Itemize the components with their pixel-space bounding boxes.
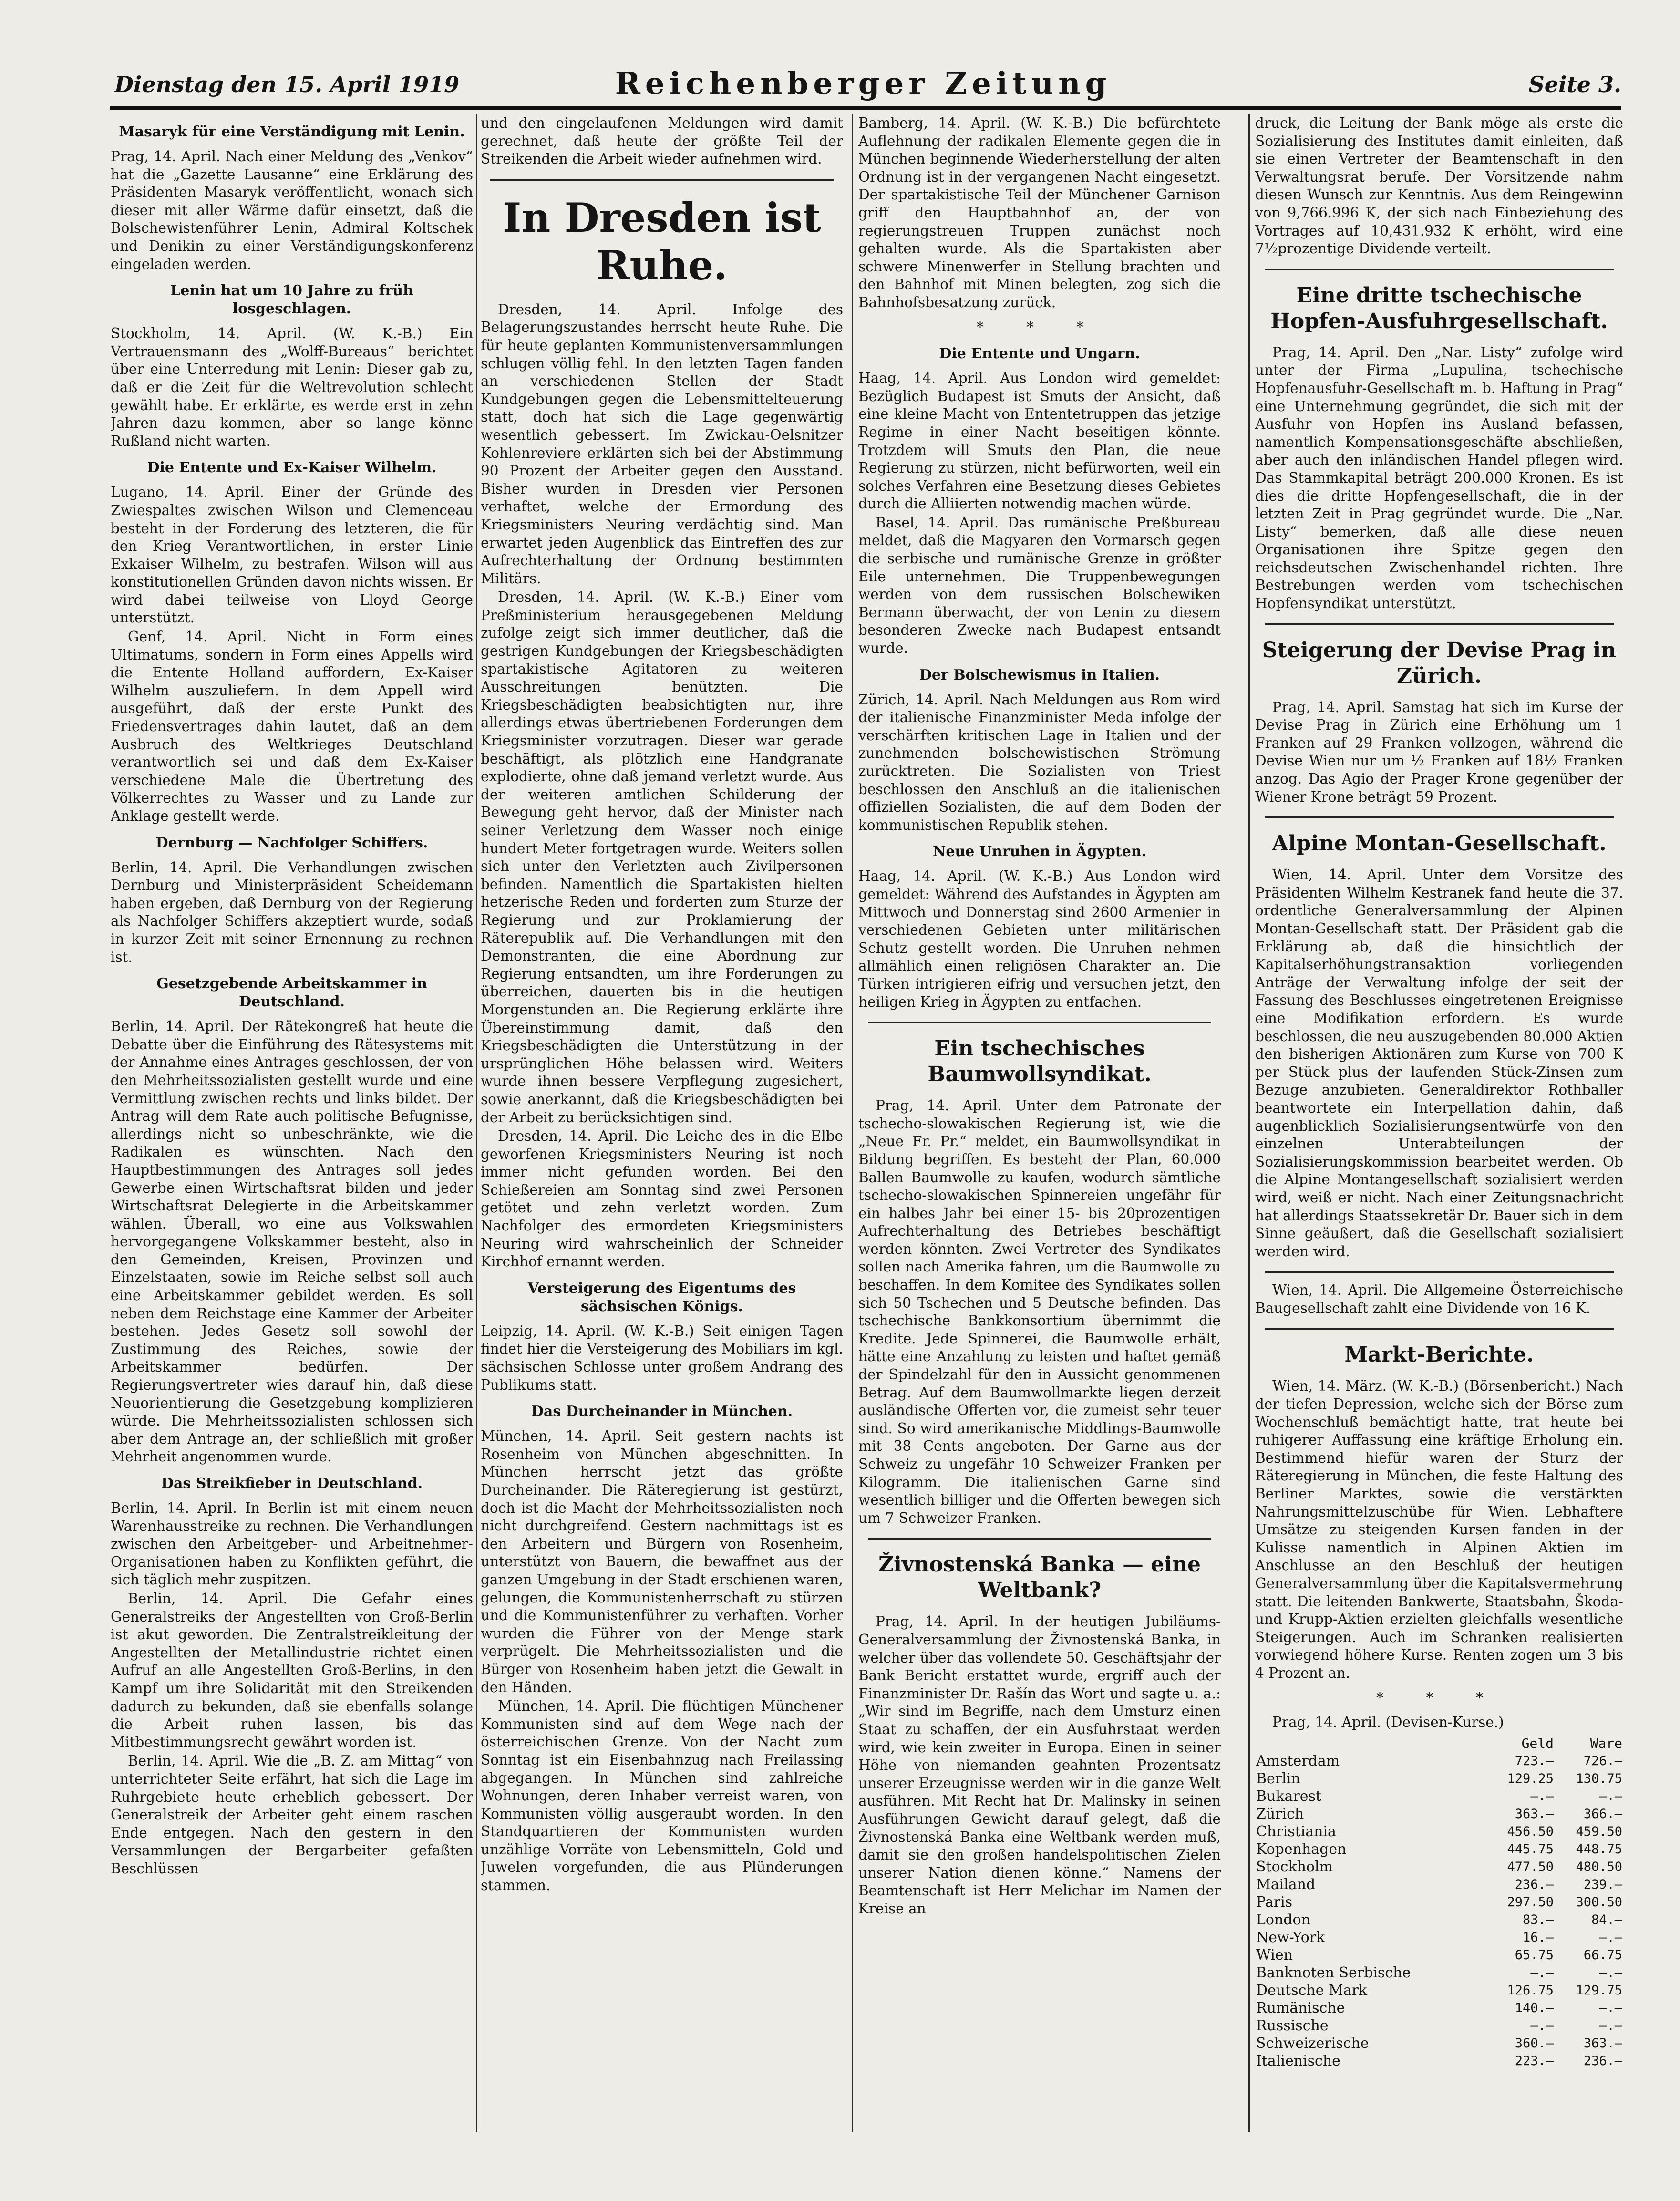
article-paragraph: Stockholm, 14. April. (W. K.-B.) Ein Vertrauensmann des „Wolff-Bureaus“ berichtet über eine Unterredung mit Lenin: Dieser gab zu, daß er die Zeit für die Weltrevolution schlecht gewählt habe. Er erklärte, es werde erst in zehn Jahren dazu kommen, aber so lange könne Rußland nicht warten. <box>111 325 473 449</box>
main-headline: In Dresden ist Ruhe. <box>503 194 821 289</box>
rate-place: Deutsche Mark <box>1256 1982 1368 1999</box>
article-heading: Neue Unruhen in Ägypten. <box>932 843 1147 860</box>
article-paragraph: Berlin, 14. April. Der Rätekongreß hat heute die Debatte über die Einführung des Rätesystems mit der Annahme eines Antrages geschlossen, der von den Mehrheitssozialisten gestellt wurde und eine Vermittlung zwischen rechts und links bildet. Der Antrag will dem Rate auch politische Befugnisse, allerdings nicht so unbeschränkte, wie die Radikalen es wünschten. Nach den Hauptbestimmungen des Antrages soll jedes Gewerbe einen Wirtschaftsrat bilden und jeder Wirtschaftsrat Delegierte in die Arbeitskammer wählen. Überall, wo eine aus Volkswahlen hervorgegangene Volkskammer besteht, also in den Gemeinden, Kreisen, Provinzen und Einzelstaaten, sowie im Reiche selbst soll auch eine Arbeitskammer gebildet werden. Es soll neben dem Reichstage eine Kammer der Arbeiter bestehen. Jedes Gesetz soll sowohl der Zustimmung des Reiches, sowie der Arbeitskammer bedürfen. Der Regierungsvertreter wies darauf hin, daß diese Neuorientierung die Gesetzgebung komplizieren würde. Die Mehrheitssozialisten schlossen sich aber dem Antrage an, der schließlich mit großer Mehrheit angenommen wurde. <box>111 1018 473 1465</box>
article-heading: Masaryk für eine Verständigung mit Lenin. <box>119 124 465 140</box>
article-paragraph: Leipzig, 14. April. (W. K.-B.) Seit einigen Tagen findet hier die Versteigerung des Mobiliars im kgl. sächsischen Schlosse unter großem Andrang des Publikums statt. <box>481 1323 843 1393</box>
rate-ware: —.— <box>1599 2018 1622 2033</box>
section-rule <box>490 179 834 181</box>
rate-ware: —.— <box>1599 2000 1622 2015</box>
rate-place: Wien <box>1256 1946 1293 1963</box>
column-divider <box>852 114 853 2132</box>
column-1 <box>111 114 473 2132</box>
rate-geld: 129.25 <box>1507 1771 1554 1786</box>
table-row <box>1255 1840 1623 1858</box>
section-headline: Eine dritte tschechische Hopfen-Ausfuhrgesellschaft. <box>1270 283 1608 333</box>
page-header <box>105 62 1621 105</box>
rate-ware: 130.75 <box>1576 1771 1622 1786</box>
article-paragraph: Berlin, 14. April. Die Gefahr eines Generalstreiks der Angestellten von Groß-Berlin ist akut geworden. Die Zentralstreikleitung der Angestellten der Metallindustrie richtet einen Aufruf an alle Angestellten Groß-Berlins, in den Kampf um ihre Solidarität mit den Streikenden dadurch zu bekunden, daß sie ebenfalls solange die Arbeit ruhen lassen, bis das Mitbestimmungsrecht gewährt worden ist. <box>111 1590 473 1750</box>
article-paragraph: Basel, 14. April. Das rumänische Preßbureau meldet, daß die Magyaren den Vormarsch gegen die serbische und rumänische Grenze in größter Eile unternehmen. Die Truppenbewegungen werden von dem russischen Bolschewiken Bermann überwacht, der von Lenin zu diesem besonderen Zwecke nach Budapest entsandt wurde. <box>858 514 1221 657</box>
table-header-row <box>1255 1735 1623 1752</box>
rate-place: Russische <box>1256 2017 1329 2034</box>
table-row <box>1255 1805 1623 1823</box>
rate-geld: 456.50 <box>1507 1824 1554 1839</box>
article-paragraph: Prag, 14. April. Samstag hat sich im Kurse der Devise Prag in Zürich eine Erhöhung um 1 Franken auf 29 Franken vollzogen, während die Devise Wien nur um ½ Franken auf 18½ Franken anzog. Das Agio der Prager Krone gegenüber der Wiener Krone beträgt 59 Prozent. <box>1255 699 1623 805</box>
article-paragraph: Dresden, 14. April. Infolge des Belagerungszustandes herrscht heute Ruhe. Die für heute geplanten Kommunistenversammlungen schlugen völlig fehl. In den letzten Tagen fanden an verschiedenen Stellen der Stadt Kundgebungen gegen die Lebensmittelteuerung statt, doch hat sich die Lage gegenwärtig wesentlich gebessert. Im Zwickau-Oelsnitzer Kohlenreviere erklärten sich bei der Abstimmung 90 Prozent der Arbeiter gegen den Ausstand. Bisher wurden in Dresden vier Personen verhaftet, welche der Ermordung des Kriegsministers Neuring verdächtig sind. Man erwartet jeden Augenblick das Eintreffen des zur Aufrechterhaltung der Ordnung bestimmten Militärs. <box>481 301 843 587</box>
table-row <box>1255 2052 1623 2070</box>
table-row <box>1255 1999 1623 2017</box>
article-paragraph: Wien, 14. April. Die Allgemeine Österreichische Baugesellschaft zahlt eine Dividende von 16 K. <box>1255 1282 1623 1316</box>
article-heading: Lenin hat um 10 Jahre zu früh losgeschlagen. <box>170 282 413 318</box>
page-number: Seite 3. <box>1528 72 1621 97</box>
rate-ware: 726.— <box>1583 1753 1622 1768</box>
article-paragraph: Prag, 14. April. Nach einer Meldung des „Venkov“ hat die „Gazette Lausanne“ eine Erklärung des Präsidenten Masaryk veröffentlicht, wonach sich dieser mit aller Wärme dafür einsetzt, daß die Bolschewistenführer Lenin, Admiral Koltschek und Denikin zu einer Verständigungskonferenz eingeladen werden. <box>111 148 473 272</box>
rate-ware: 459.50 <box>1576 1824 1622 1839</box>
rate-place: Amsterdam <box>1256 1752 1340 1769</box>
rate-geld: 223.— <box>1515 2053 1554 2068</box>
rate-ware: 239.— <box>1583 1877 1622 1892</box>
rate-ware: —.— <box>1599 1965 1622 1980</box>
rate-geld: —.— <box>1530 2018 1554 2033</box>
rate-ware: 129.75 <box>1576 1983 1622 1998</box>
table-row <box>1255 2035 1623 2052</box>
rate-place: Kopenhagen <box>1256 1840 1347 1858</box>
rate-place: Berlin <box>1256 1770 1300 1787</box>
column-3 <box>858 114 1221 2132</box>
article-heading: Das Streikfieber in Deutschland. <box>161 1475 423 1492</box>
rate-place: Christiania <box>1256 1823 1336 1840</box>
article-paragraph: Berlin, 14. April. In Berlin ist mit einem neuen Warenhausstreike zu rechnen. Die Verhandlungen zwischen den Arbeitgeber- und Arbeitnehmer-Organisationen haben zu Konflikten geführt, die sich täglich mehr zuspitzen. <box>111 1500 473 1588</box>
article-paragraph: München, 14. April. Die flüchtigen Münchener Kommunisten sind auf dem Wege nach der österreichischen Grenze. Von der Nacht zum Sonntag ist ein Eisenbahnzug nach Freilassing abgegangen. In München sind zahlreiche Wohnungen, deren Inhaber verreist waren, von Kommunisten völlig ausgeraubt worden. In den Standquartieren der Kommunisten wurden unzählige Vorräte von Lebensmitteln, Gold und Juwelen vorgefunden, die aus Plünderungen stammen. <box>481 1698 843 1894</box>
rate-ware: —.— <box>1599 1788 1622 1804</box>
article-paragraph: Prag, 14. April. In der heutigen Jubiläums-Generalversammlung der Živnostenská Banka, in welcher über das vollendete 50. Geschäftsjahr der Bank Bericht erstattet wurde, ergriff auch der Finanzminister Dr. Rašín das Wort und sagte u. a.: „Wir sind im Begriffe, nach dem Umsturz einen Staat zu schaffen, der ein Ausfuhrstaat werden wird, wie kein zweiter in Europa. Einen in seiner Höhe von niemanden geahnten Prozentsatz unserer Erzeugnisse werden wir in die ganze Welt ausführen. Mit Recht hat Dr. Malinsky in seinen Ausführungen Gewicht darauf gelegt, daß die Živnostenská Banka eine Weltbank werden muß, damit sie den großen handelspolitischen Zielen unserer Nation dienen könne.“ Namens der Beamtenschaft ist Herr Melichar im Namen der Kreise an <box>858 1613 1221 1917</box>
column-divider <box>476 114 477 2132</box>
article-paragraph: und den eingelaufenen Meldungen wird damit gerechnet, daß heute der größte Teil der Streikenden die Arbeit wieder aufnehmen wird. <box>481 115 843 167</box>
article-paragraph: Berlin, 14. April. Wie die „B. Z. am Mittag“ von unterrichteter Seite erfährt, hat sich die Lage im Ruhrgebiete heute erheblich gebessert. Der Generalstreik der Arbeiter geht einem raschen Ende entgegen. Nach den gestern in den Versammlungen der Bergarbeiter gefaßten Beschlüssen <box>111 1753 473 1877</box>
section-rule <box>1265 1271 1614 1273</box>
table-row <box>1255 1770 1623 1788</box>
article-paragraph: Wien, 14. März. (W. K.-B.) (Börsenbericht.) Nach der tiefen Depression, welche sich der Börse zum Wochenschluß bemächtigt hatte, trat heute bei ruhigerer Auffassung eine kräftige Erholung ein. Bestimmend hiefür waren der Sturz der Räteregierung in München, die feste Haltung des Berliner Marktes, sowie die verstärkten Nahrungsmittelzuschübe für Wien. Lebhaftere Umsätze zu steigenden Kursen fanden in der Kulisse namentlich in Alpinen Aktien im Anschlusse an den Beschluß der heutigen Generalversammlung über die Kapitalsvermehrung statt. Die leitenden Bankwerte, Staatsbahn, Škoda- und Krupp-Aktien erzielten gleichfalls wesentliche Steigerungen. Auch im Schranken realisierten vorwiegend höhere Kurse. Renten zogen um 3 bis 4 Prozent an. <box>1255 1378 1623 1681</box>
rate-geld: 363.— <box>1515 1806 1554 1821</box>
rate-geld: 445.75 <box>1507 1841 1554 1857</box>
exchange-rates-table <box>1255 1735 1623 2070</box>
rate-place: Banknoten Serbische <box>1256 1964 1411 1981</box>
article-paragraph: Wien, 14. April. Unter dem Vorsitze des Präsidenten Wilhelm Kestranek fand heute die 37. ordentliche Generalversammlung der Alpinen Montan-Gesellschaft statt. Der Präsident gab die Erklärung ab, daß die hinsichtlich der Kapitalserhöhungstransaktion vorliegenden Anträge der Verwaltung infolge der seit der Fassung des Beschlusses eingetretenen Ereignisse eine Modifikation erfordern. Es wurde beschlossen, die neu auszugebenden 80.000 Aktien den bisherigen Aktionären zum Kurse von 700 K per Stück plus der laufenden Stück-Zinsen zum Bezuge anzubieten. Generaldirektor Rothballer beantwortete ein Interpellation dahin, daß augenblicklich Sozialisierungsentwürfe von den einzelnen Unterabteilungen der Sozialisierungskommission bearbeitet werden. Ob die Alpine Montangesellschaft sozialisiert werden wird, weiß er nicht. Nach einer Zeitungsnachricht hat allerdings Staatssekretär Dr. Bauer sich in dem Sinne geäußert, daß die Gesellschaft sozialisiert werden wird. <box>1255 867 1623 1260</box>
section-headline: Steigerung der Devise Prag in Zürich. <box>1262 638 1617 688</box>
rate-ware: 236.— <box>1583 2053 1622 2068</box>
rate-geld: —.— <box>1530 1965 1554 1980</box>
rate-geld: 297.50 <box>1507 1894 1554 1910</box>
article-paragraph: Genf, 14. April. Nicht in Form eines Ultimatums, sondern in Form eines Appells wird die Entente Holland auffordern, Ex-Kaiser Wilhelm auszuliefern. In dem Appell wird ausgeführt, daß der erste Punkt des Friedensvertrages dahin lautet, daß an dem Ausbruch des Weltkrieges Deutschland verantwortlich sei und daß dem Ex-Kaiser verschiedene Male die Übertretung des Völkerrechtes zu Wasser und zu Lande zur Anklage gestellt werde. <box>111 629 473 824</box>
rate-place: Italienische <box>1256 2052 1340 2069</box>
article-paragraph: Zürich, 14. April. Nach Meldungen aus Rom wird der italienische Finanzminister Meda infolge der verschärften kritischen Lage in Italien und der zunehmenden bolschewistischen Strömung zurücktreten. Die Sozialisten von Triest beschlossen den Anschluß an die italienischen offiziellen Sozialisten, die auf dem Boden der kommunistischen Republik stehen. <box>858 691 1221 833</box>
section-rule <box>1265 1328 1614 1330</box>
column-2 <box>481 114 843 2132</box>
article-heading: Die Entente und Ungarn. <box>939 345 1140 362</box>
article-paragraph: Prag, 14. April. Den „Nar. Listy“ zufolge wird unter der Firma „Lupulina, tschechische Hopfenausfuhr-Gesellschaft m. b. Haftung in Prag“ eine Unternehmung gegründet, die sich mit der Ausfuhr von Hopfen ins Ausland befassen, namentlich Kompensationsgeschäfte abschließen, aber auch den inländischen Handel pflegen wird. Das Stammkapital beträgt 200.000 Kronen. Es ist dies die dritte Hopfengesellschaft, die in der letzten Zeit in Prag gegründet wurde. Die „Nar. Listy“ bemerken, daß alle diese neuen Organisationen ihre Spitze gegen den reichsdeutschen Zwischenhandel richten. Ihre Bestrebungen werden vom tschechischen Hopfensyndikat unterstützt. <box>1255 344 1623 612</box>
rate-geld: 236.— <box>1515 1877 1554 1892</box>
rate-geld: 65.75 <box>1515 1947 1554 1963</box>
rate-ware: 300.50 <box>1576 1894 1622 1910</box>
rate-geld: 83.— <box>1522 1912 1554 1927</box>
table-row <box>1255 1911 1623 1929</box>
article-heading: Versteigerung des Eigentums des sächsischen Königs. <box>527 1280 796 1315</box>
column-4 <box>1255 114 1623 2132</box>
article-paragraph: druck, die Leitung der Bank möge als erste die Sozialisierung des Institutes damit einleiten, daß sie einen Vertreter der Beamtenschaft in den Verwaltungsrat berufe. Der Vorsitzende nahm diesen Wunsch zur Kenntnis. Aus dem Reingewinn von 9,766.996 K, der sich nach Einbeziehung des Vortrages auf 10,431.932 K erhöht, wird eine 7½prozentige Dividende verteilt. <box>1255 115 1623 257</box>
rate-ware: 448.75 <box>1576 1841 1622 1857</box>
rate-geld: 477.50 <box>1507 1859 1554 1874</box>
header-date: Dienstag den 15. April 1919 <box>114 72 460 97</box>
section-stars: * * * <box>976 319 1103 336</box>
rate-ware: 480.50 <box>1576 1859 1622 1874</box>
rate-geld: 140.— <box>1515 2000 1554 2015</box>
section-rule <box>868 1538 1211 1540</box>
table-row <box>1255 1788 1623 1805</box>
rate-place: Rumänische <box>1256 1999 1345 2016</box>
table-row <box>1255 1964 1623 1982</box>
rate-place: Bukarest <box>1256 1788 1321 1805</box>
article-heading: Gesetzgebende Arbeitskammer in Deutschland. <box>156 975 427 1011</box>
article-paragraph: Haag, 14. April. (W. K.-B.) Aus London wird gemeldet: Während des Aufstandes in Ägypten am Mittwoch und Donnerstag sind 2600 Armenier in verschiedenen Gebieten unter militärischen Schutz gestellt worden. Die Unruhen nehmen allmählich einen religiösen Charakter an. Die Türken intrigieren eifrig und versuchen jetzt, den heiligen Krieg in Ägypten zu entfachen. <box>858 868 1221 1010</box>
table-row <box>1255 1929 1623 1946</box>
article-heading: Das Durcheinander in München. <box>531 1403 793 1420</box>
rate-geld: —.— <box>1530 1788 1554 1804</box>
rate-geld: 16.— <box>1522 1930 1554 1945</box>
rate-place: London <box>1256 1911 1310 1928</box>
article-paragraph: Berlin, 14. April. Die Verhandlungen zwischen Dernburg und Ministerpräsident Scheidemann haben ergeben, daß Dernburg von der Regierung als Nachfolger Schiffers akzeptiert wurde, sodaß in kurzer Zeit mit seiner Ernennung zu rechnen ist. <box>111 859 473 965</box>
section-stars: * * * <box>1376 1689 1503 1706</box>
rate-ware: —.— <box>1599 1930 1622 1945</box>
masthead-title: Reichenberger Zeitung <box>615 66 1112 102</box>
rate-ware: 366.— <box>1583 1806 1622 1821</box>
table-row <box>1255 1982 1623 1999</box>
header-rule <box>110 106 1621 110</box>
article-paragraph: Dresden, 14. April. Die Leiche des in die Elbe geworfenen Kriegsministers Neuring ist noch immer nicht gefunden worden. Bei den Schießereien am Sonntag sind zwei Personen getötet und zehn verletzt worden. Zum Nachfolger des ermordeten Kriegsministers Neuring wird wahrscheinlich der Schneider Kirchhof ernannt werden. <box>481 1128 843 1270</box>
rate-ware: 66.75 <box>1583 1947 1622 1963</box>
rate-geld: 360.— <box>1515 2036 1554 2051</box>
table-row <box>1255 1858 1623 1876</box>
table-row <box>1255 2017 1623 2035</box>
section-headline: Markt-Berichte. <box>1344 1343 1534 1367</box>
rate-place: Zürich <box>1256 1805 1304 1822</box>
article-paragraph: Prag, 14. April. Unter dem Patronate der tschecho-slowakischen Regierung ist, wie die „Neue Fr. Pr.“ meldet, ein Baumwollsyndikat in Bildung begriffen. Es besteht der Plan, 60.000 Ballen Baumwolle zu kaufen, wodurch sämtliche tschecho-slowakischen Spinnereien ungefähr für ein halbes Jahr bei einer 15- bis 20prozentigen Aufrechterhaltung des Betriebes beschäftigt werden könnten. Zwei Vertreter des Syndikates sollen nach Amerika fahren, um die Baumwolle zu beschaffen. In dem Komitee des Syndikates sollen sich 50 Tschechen und 5 Deutsche befinden. Das tschechische Bankkonsortium übernimmt die Kredite. Jede Spinnerei, die Baumwolle erhält, hätte eine Anzahlung zu leisten und haftet gemäß der Spindelzahl für den in Aussicht genommenen Betrag. Auf dem Baumwollmarkte liegen derzeit ausländische Offerten vor, die zumeist sehr teuer sind. So wird amerikanische Middlings-Baumwolle mit 38 Cents angeboten. Der Garne aus der Schweiz zu ungefähr 10 Schweizer Franken per Kilogramm. Die italienischen Garne sind wesentlich billiger und die Offerten bewegen sich um 7 Schweizer Franken. <box>858 1097 1221 1526</box>
article-heading: Dernburg — Nachfolger Schiffers. <box>155 834 428 851</box>
section-rule <box>1265 816 1614 818</box>
section-headline: Živnostenská Banka — eine Weltbank? <box>878 1552 1201 1603</box>
rate-place: New-York <box>1256 1929 1325 1946</box>
rate-ware: 84.— <box>1591 1912 1622 1927</box>
table-header-cell: Ware <box>1590 1735 1622 1751</box>
rate-place: Mailand <box>1256 1876 1316 1893</box>
rate-place: Paris <box>1256 1893 1293 1911</box>
table-row <box>1255 1876 1623 1893</box>
article-paragraph: Bamberg, 14. April. (W. K.-B.) Die befürchtete Auflehnung der radikalen Elemente gegen die in München beginnende Wiederherstellung der alten Ordnung ist in der vergangenen Nacht eingesetzt. Der spartakistische Teil der Münchener Garnison griff den Hauptbahnhof an, der von regierungstreuen Truppen zunächst noch gehalten wurde. Als die Spartakisten aber schwere Minenwerfer in Stellung brachten und den Bahnhof mit Minen belegten, zog sich die Bahnhofsbesatzung zurück. <box>858 115 1221 310</box>
article-heading: Der Bolschewismus in Italien. <box>919 666 1160 683</box>
rate-geld: 723.— <box>1515 1753 1554 1768</box>
article-paragraph: Lugano, 14. April. Einer der Gründe des Zwiespaltes zwischen Wilson und Clemenceau besteht in der Forderung des letzteren, die für den Krieg Verantwortlichen, in erster Linie Exkaiser Wilhelm, zu bestrafen. Wilson will aus konstitutionellen Gründen davon nichts wissen. Er wird dabei teilweise von Lloyd George unterstützt. <box>111 484 473 626</box>
section-rule <box>1265 269 1614 270</box>
table-row <box>1255 1752 1623 1770</box>
section-rule <box>868 1022 1211 1023</box>
table-row <box>1255 1823 1623 1840</box>
article-heading: Die Entente und Ex-Kaiser Wilhelm. <box>147 459 437 476</box>
table-row <box>1255 1893 1623 1911</box>
section-rule <box>1265 623 1614 625</box>
article-paragraph: Prag, 14. April. (Devisen-Kurse.) <box>1272 1714 1504 1731</box>
section-headline: Alpine Montan-Gesellschaft. <box>1272 831 1607 856</box>
rate-ware: 363.— <box>1583 2036 1622 2051</box>
article-paragraph: Haag, 14. April. Aus London wird gemeldet: Bezüglich Budapest ist Smuts der Ansicht, daß eine kleine Macht von Ententetruppen das jetzige Regime in einer Nacht beseitigen könnte. Trotzdem will Smuts den Plan, die neue Regierung zu stürzen, nicht befürworten, weil ein solches Verfahren eine Besetzung dieses Gebietes durch die Alliierten notwendig machen würde. <box>858 370 1221 512</box>
table-header-cell <box>1255 1735 1486 1752</box>
table-row <box>1255 1946 1623 1964</box>
rate-place: Stockholm <box>1256 1858 1333 1875</box>
section-headline: Ein tschechisches Baumwollsyndikat. <box>928 1036 1152 1087</box>
table-header-cell: Geld <box>1521 1735 1554 1751</box>
article-paragraph: München, 14. April. Seit gestern nachts ist Rosenheim von München abgeschnitten. In München herrscht jetzt das größte Durcheinander. Die Räteregierung ist gestürzt, doch ist die Macht der Mehrheitssozialisten noch nicht durchgreifend. Gestern nachmittags ist es den Arbeitern und Bürgern von Rosenheim, unterstützt von Bauern, die bewaffnet aus der ganzen Umgebung in der Stadt erschienen waren, gelungen, die Kommunistenherrschaft zu stürzen und die Kommunistenführer zu verhaften. Vorher wurden die Führer von der Menge stark verprügelt. Die Mehrheitssozialisten und die Bürger von Rosenheim haben jetzt die Gewalt in den Händen. <box>481 1428 843 1695</box>
rate-geld: 126.75 <box>1507 1983 1554 1998</box>
rate-place: Schweizerische <box>1256 2035 1369 2052</box>
column-divider <box>1248 114 1250 2132</box>
article-paragraph: Dresden, 14. April. (W. K.-B.) Einer vom Preßministerium herausgegebenen Meldung zufolge zeigt sich immer deutlicher, daß die gestrigen Kundgebungen der Kriegsbeschädigten spartakistische Agitatoren zu weiteren Ausschreitungen benützten. Die Kriegsbeschädigten beabsichtigten nur, ihre allerdings etwas übertriebenen Forderungen dem Kriegsminister vorzutragen. Dieser war gerade beschäftigt, als plötzlich eine Handgranate explodierte, ohne daß jemand verletzt wurde. Aus der weiteren amtlichen Schilderung der Bewegung geht hervor, daß der Minister nach seiner Verletzung dem Wasser noch einige hundert Meter fortgetragen wurde. Weiters sollen sich unter den Verletzten auch Zivilpersonen befinden. Namentlich die Spartakisten hielten hetzerische Reden und forderten zum Sturze der Regierung und zur Proklamierung der Räterepublik auf. Die Verhandlungen mit den Demonstranten, die eine Abordnung zur Regierung entsandten, um ihre Forderungen zu überreichen, dauerten bis in die heutigen Morgenstunden an. Die Regierung erklärte ihre Übereinstimmung damit, daß den Kriegsbeschädigten die Unterstützung in der ursprünglichen Höhe belassen wird. Weiters wurde ihnen bessere Verpflegung zugesichert, sowie anerkannt, daß die Kriegsbeschädigten bei der Arbeit zu berücksichtigen sind. <box>481 589 843 1126</box>
